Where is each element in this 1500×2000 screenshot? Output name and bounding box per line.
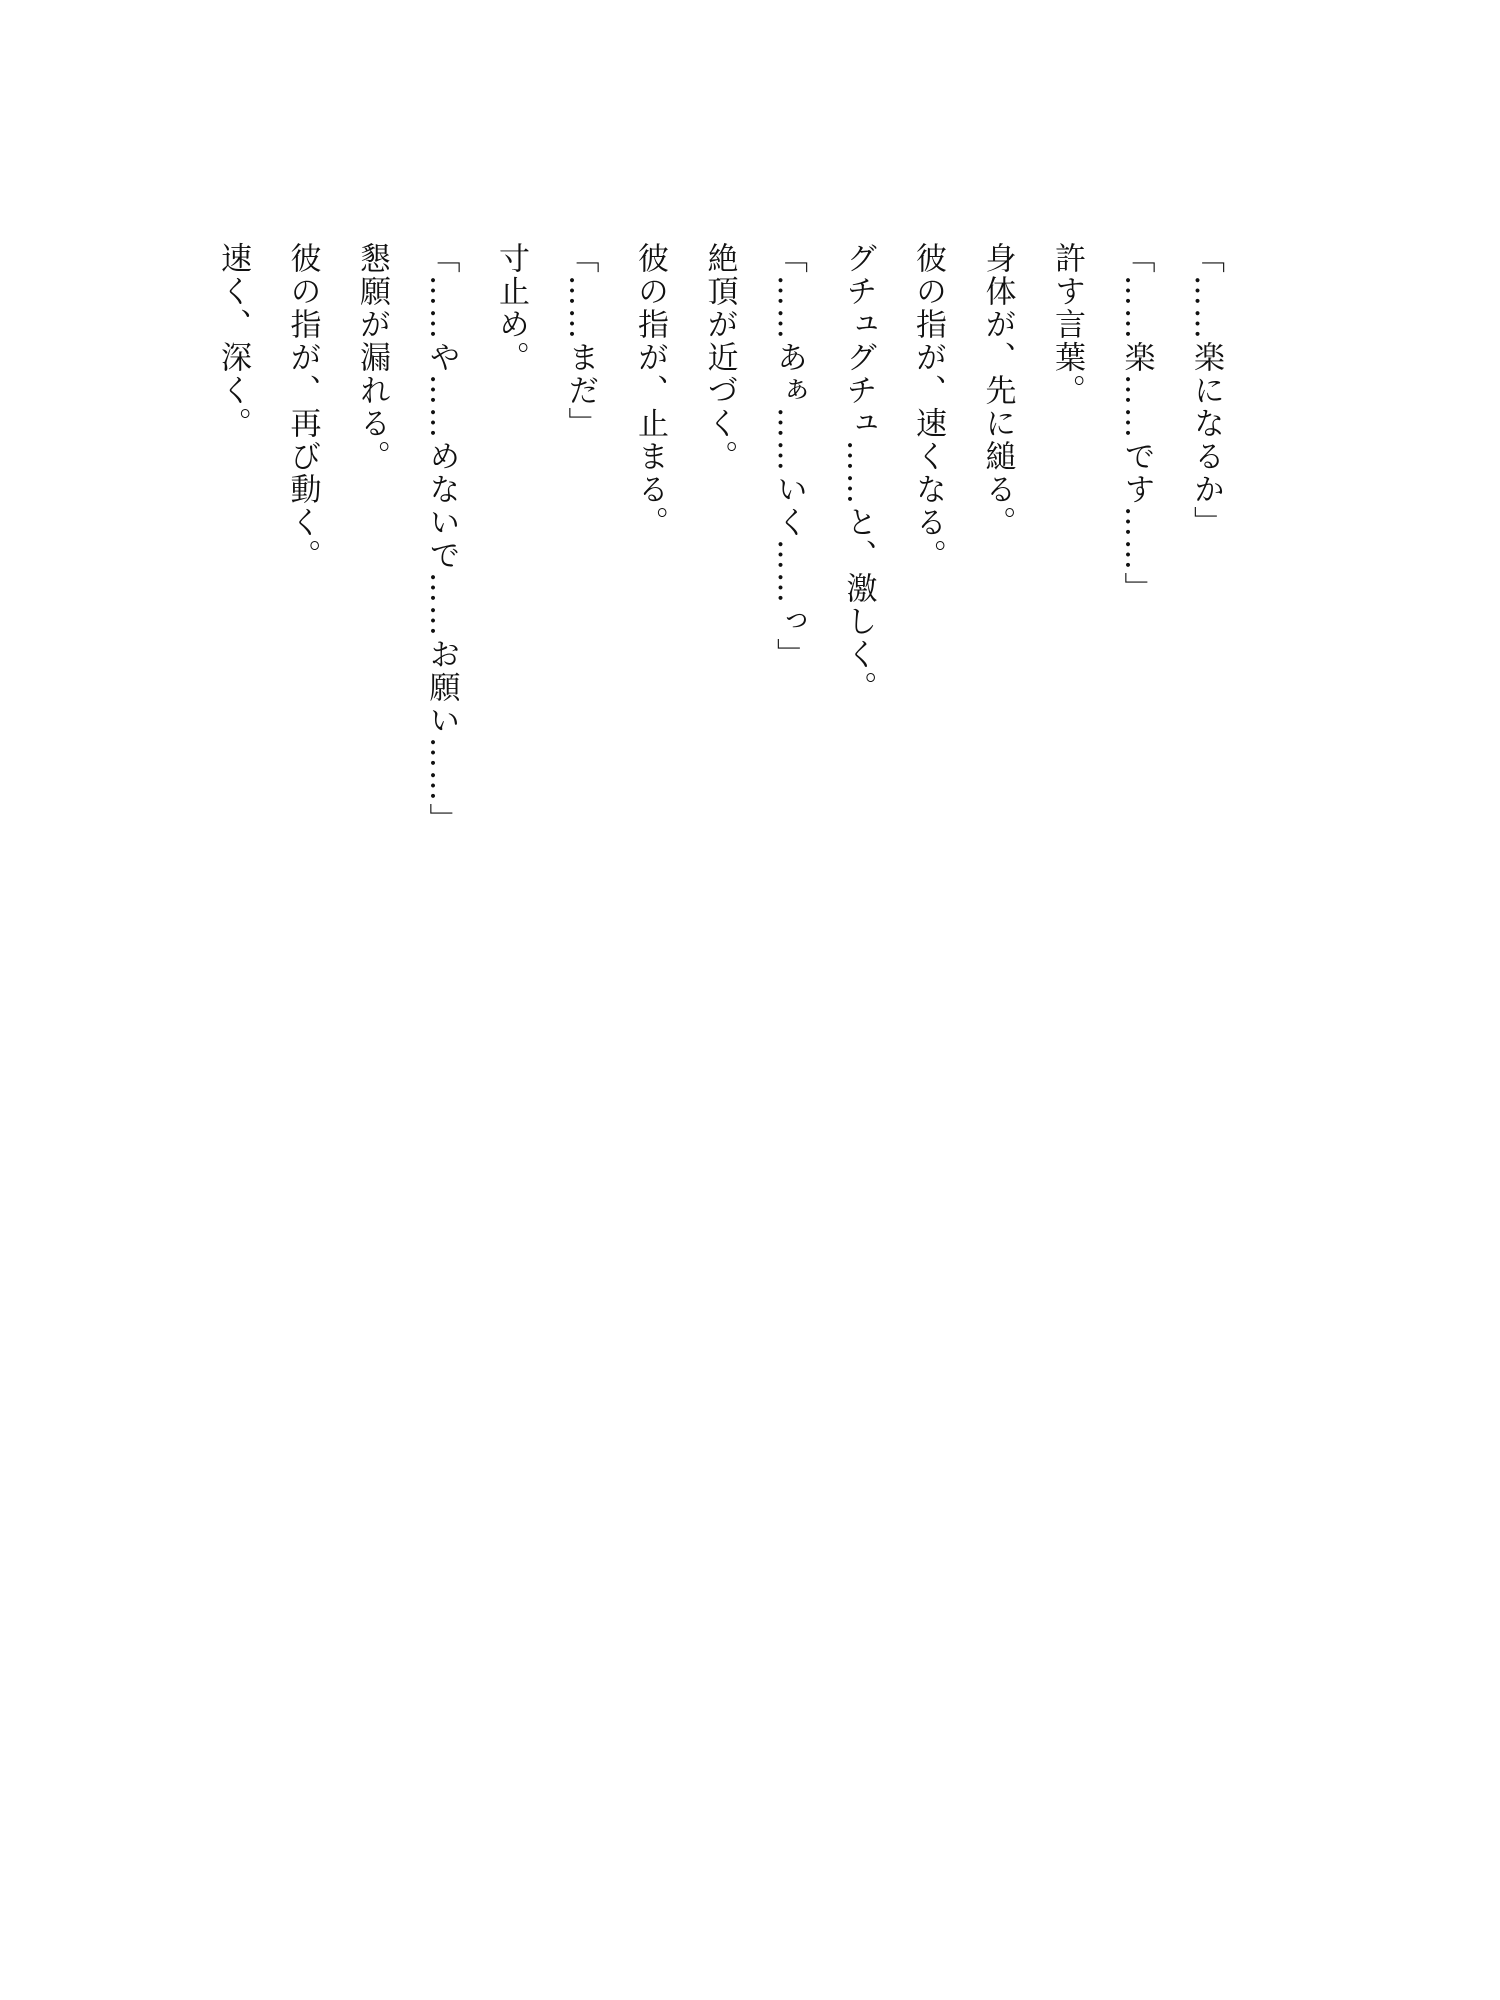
- text-line: 彼の指が、止まる。: [632, 242, 668, 539]
- text-line: 「……楽……です……」: [1118, 242, 1155, 605]
- vertical-text-block: [198, 242, 1241, 882]
- text-line: 許す言葉。: [1049, 242, 1085, 407]
- text-line: グチュグチュ……と、激しく。: [840, 242, 877, 704]
- text-line: 「……あぁ……いく……っ」: [771, 242, 807, 671]
- text-line: 寸止め。: [493, 242, 529, 374]
- text-line: 「……楽になるか」: [1188, 242, 1224, 539]
- text-line: 彼の指が、再び動く。: [284, 242, 321, 572]
- text-line: 彼の指が、速くなる。: [910, 242, 946, 572]
- text-line: 速く、深く。: [215, 242, 251, 440]
- text-line: 「……や……めないで……お願い……」: [423, 242, 460, 836]
- text-line: 絶頂が近づく。: [701, 242, 738, 473]
- text-line: 身体が、先に縋る。: [979, 242, 1016, 539]
- text-line: 懇願が漏れる。: [354, 242, 390, 473]
- text-line: 「……まだ」: [562, 242, 599, 440]
